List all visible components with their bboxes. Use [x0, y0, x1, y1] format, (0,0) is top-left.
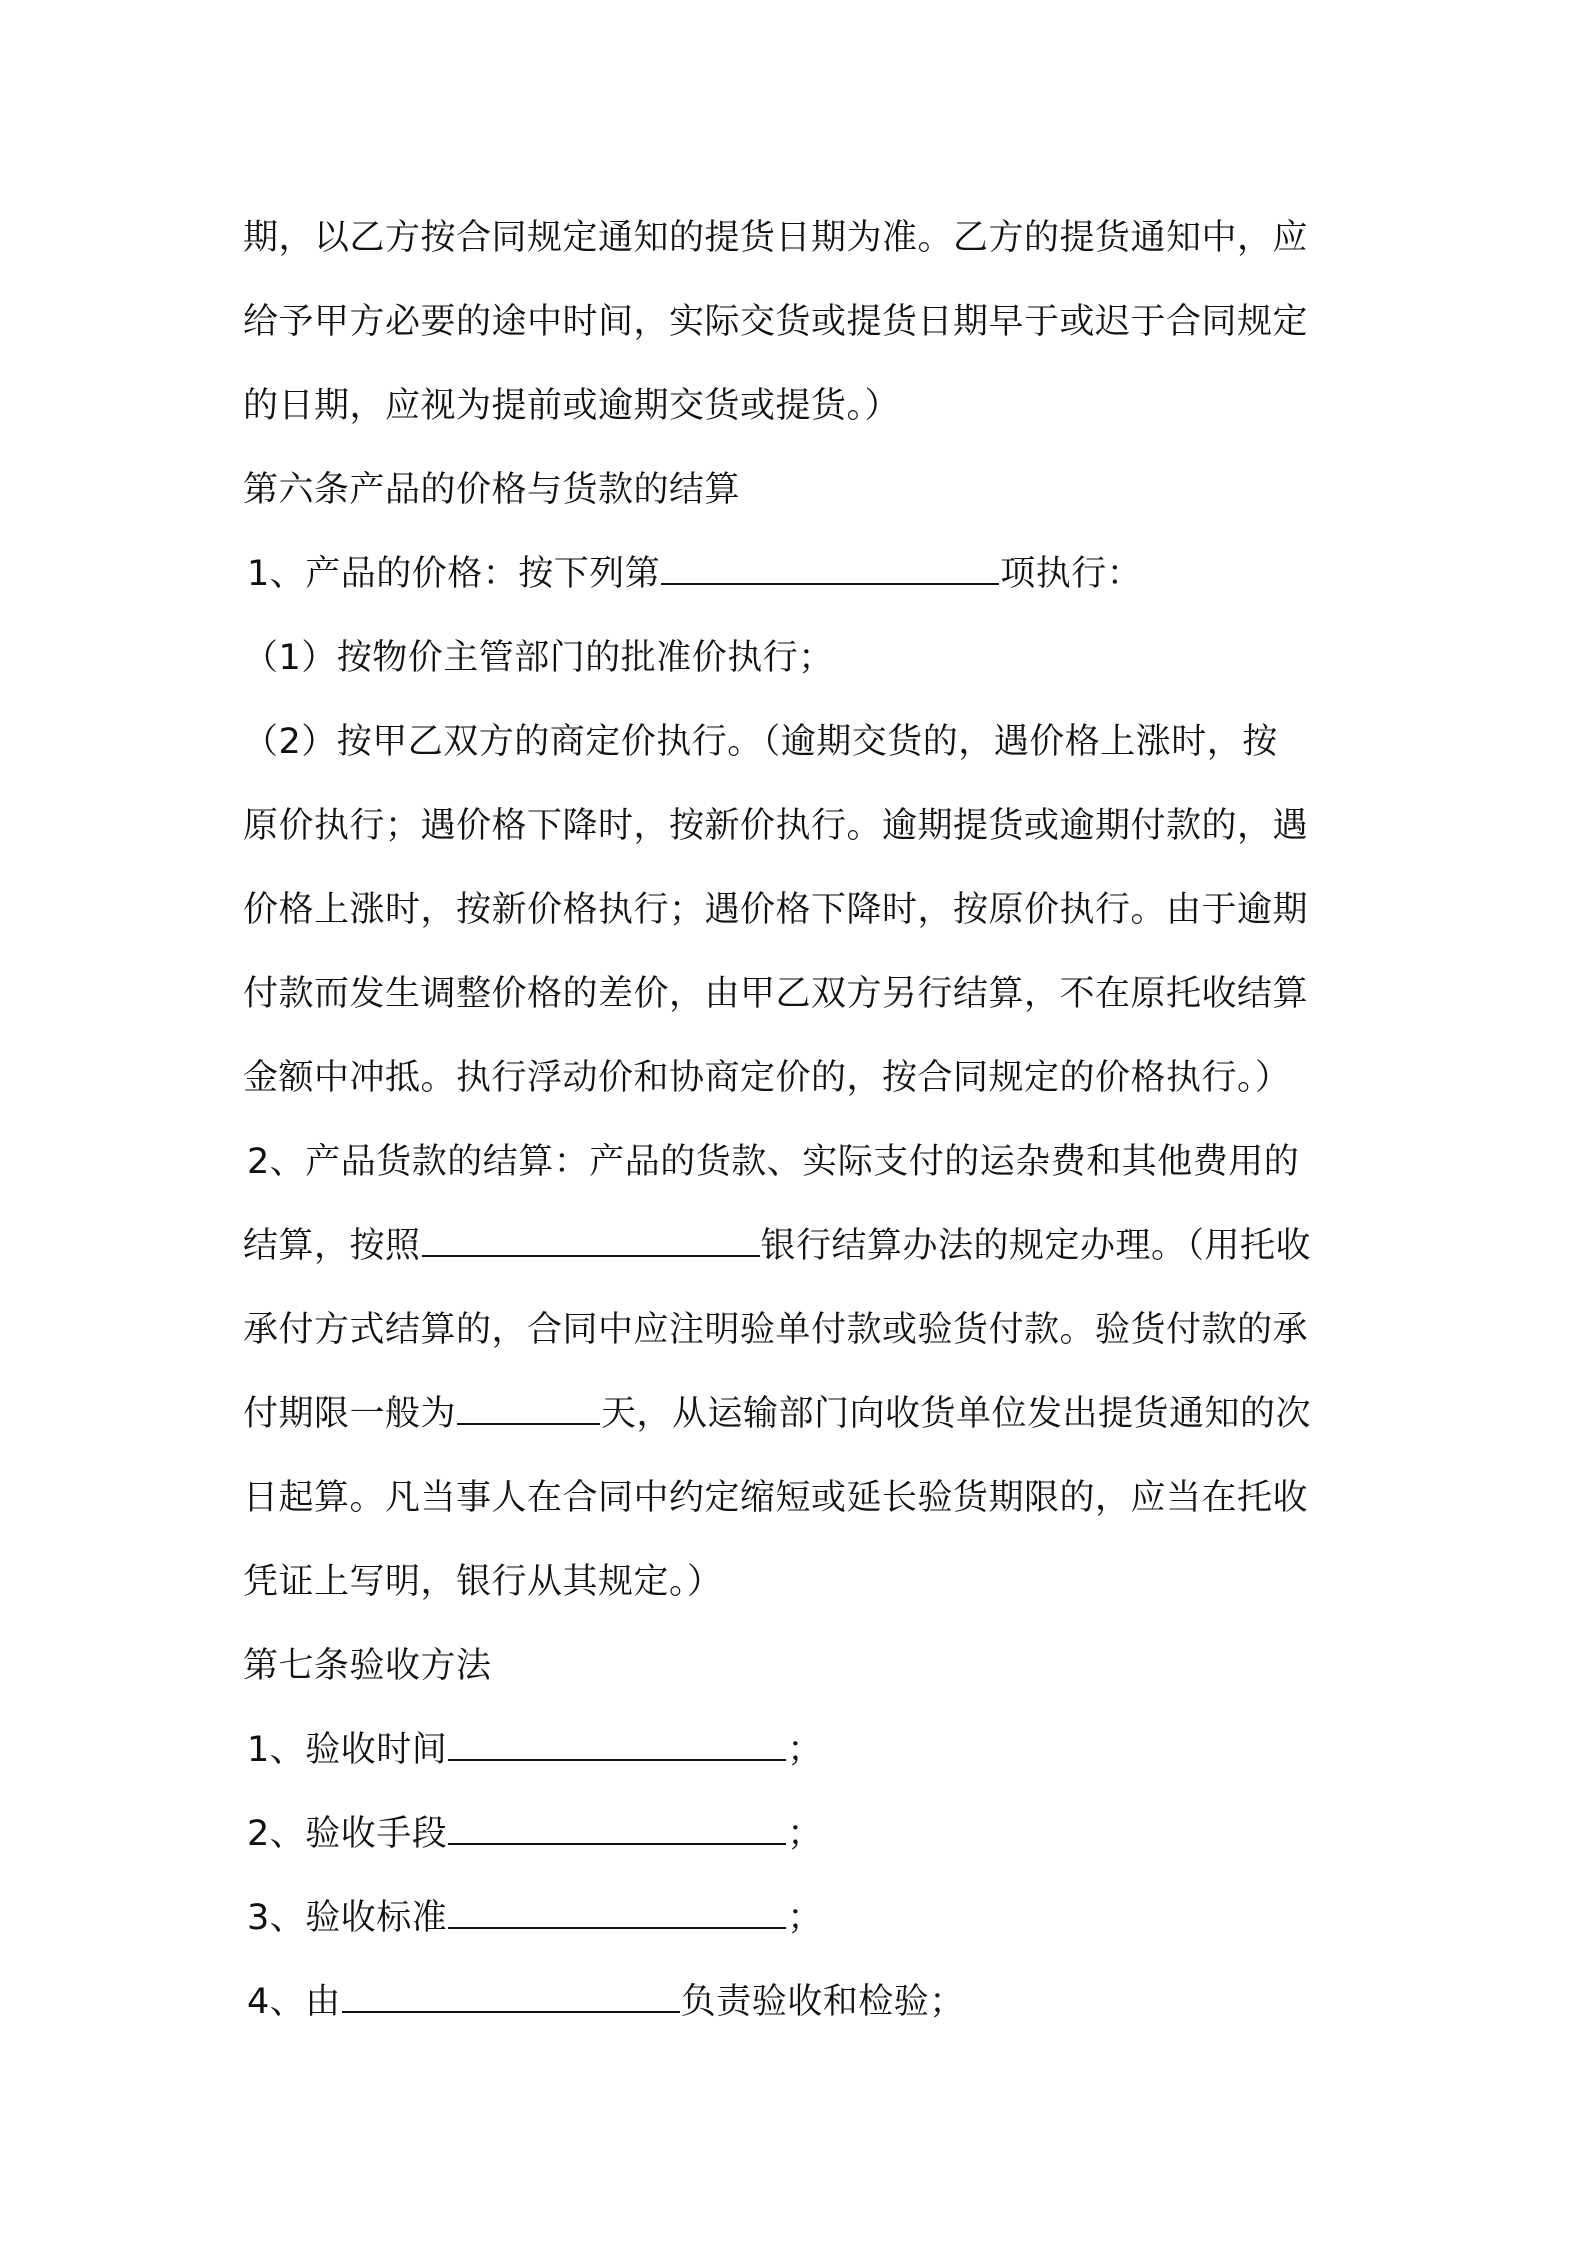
text-segment: ； [787, 1898, 823, 1938]
text-segment: 天，从运输部门向收货单位发出提货通知的次 [601, 1394, 1312, 1434]
acceptance-standard-line [243, 1876, 1355, 1960]
section-heading-article-6: 第六条产品的价格与货款的结算 [243, 470, 741, 510]
fill-in-blank[interactable] [448, 1897, 786, 1929]
acceptance-means-line [243, 1792, 1355, 1876]
text-segment: 1、验收时间 [247, 1730, 448, 1770]
document-page [243, 196, 1355, 2044]
fill-in-blank[interactable] [342, 1981, 680, 2013]
text-line: 给予甲方必要的途中时间，实际交货或提货日期早于或迟于合同规定 [243, 302, 1309, 342]
text-segment: 结算，按照 [243, 1226, 421, 1266]
text-line: 承付方式结算的，合同中应注明验单付款或验货付款。验货付款的承 [243, 1310, 1309, 1350]
text-segment: 4、由 [247, 1982, 341, 2022]
fill-in-blank[interactable] [422, 1225, 760, 1257]
text-segment: 2、验收手段 [247, 1814, 448, 1854]
text-segment: ； [787, 1730, 823, 1770]
fill-in-blank[interactable] [448, 1813, 786, 1845]
fill-in-blank[interactable] [448, 1729, 786, 1761]
text-line: 的日期，应视为提前或逾期交货或提货。） [243, 386, 901, 426]
fill-in-blank[interactable] [457, 1393, 600, 1425]
clause-price-line [243, 532, 1355, 616]
text-line: 原价执行；遇价格下降时，按新价执行。逾期提货或逾期付款的，遇 [243, 806, 1309, 846]
acceptance-party-line [243, 1960, 1355, 2044]
text-line: 凭证上写明，银行从其规定。） [243, 1562, 723, 1602]
clause-settlement-line [243, 1204, 1355, 1288]
text-segment: 付期限一般为 [243, 1394, 457, 1434]
text-segment: ； [787, 1814, 823, 1854]
text-segment: 3、验收标准 [247, 1898, 448, 1938]
text-line: 期，以乙方按合同规定通知的提货日期为准。乙方的提货通知中，应 [243, 218, 1309, 258]
text-line: （1）按物价主管部门的批准价执行； [243, 638, 834, 678]
text-segment: 项执行： [1000, 554, 1143, 594]
fill-in-blank[interactable] [661, 553, 999, 585]
text-line: 付款而发生调整价格的差价，由甲乙双方另行结算，不在原托收结算 [243, 974, 1309, 1014]
text-line: 金额中冲抵。执行浮动价和协商定价的，按合同规定的价格执行。） [243, 1058, 1291, 1098]
clause-days-line [243, 1372, 1355, 1456]
text-line: （2）按甲乙双方的商定价执行。（逾期交货的，遇价格上涨时，按 [243, 722, 1278, 762]
text-segment: 1、产品的价格：按下列第 [247, 554, 661, 594]
section-heading-article-7: 第七条验收方法 [243, 1646, 492, 1686]
text-segment: 负责验收和检验； [680, 1982, 965, 2022]
text-line: 价格上涨时，按新价格执行；遇价格下降时，按原价执行。由于逾期 [243, 890, 1309, 930]
text-line: 日起算。凡当事人在合同中约定缩短或延长验货期限的，应当在托收 [243, 1478, 1309, 1518]
text-segment: 银行结算办法的规定办理。（用托收 [760, 1226, 1312, 1266]
acceptance-time-line [243, 1708, 1355, 1792]
text-line: 2、产品货款的结算：产品的货款、实际支付的运杂费和其他费用的 [247, 1142, 1300, 1182]
